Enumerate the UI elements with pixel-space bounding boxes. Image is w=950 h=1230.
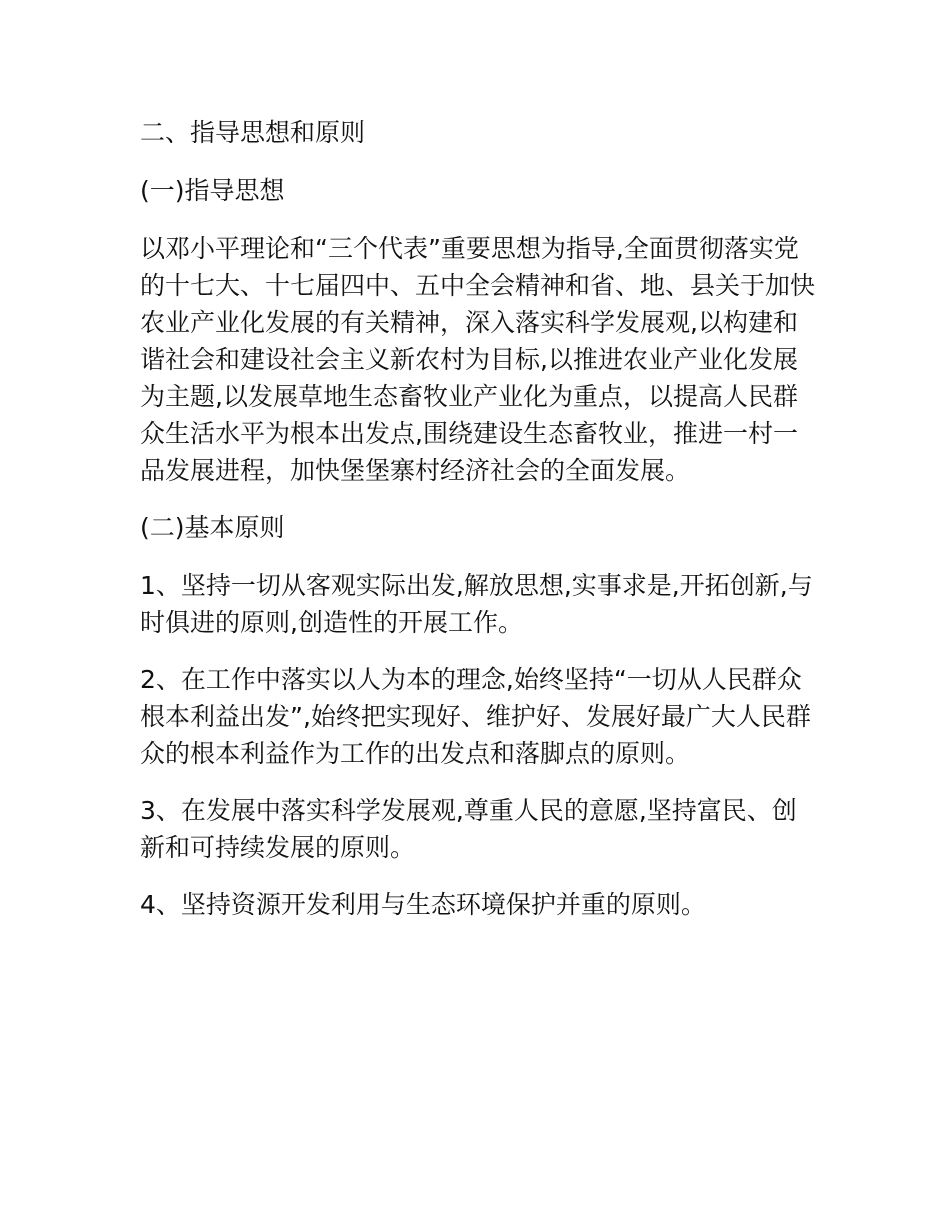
subsection-heading-guiding-ideology: (一)指导思想 [140,176,285,205]
subsection-heading-basic-principles: (二)基本原则 [140,513,285,542]
principle-item-4: 4、坚持资源开发利用与生态环境保护并重的原则。 [140,890,706,919]
section-heading: 二、指导思想和原则 [140,118,366,147]
principle-item-2: 2、在工作中落实以人为本的理念,始终坚持“一切从人民群众根本利益出发”,始终把实现好、维护好、发展好最广大人民群众的根本利益作为工作的出发点和落脚点的原则。 [140,665,811,768]
document-body [140,114,815,943]
guiding-ideology-paragraph: 以邓小平理论和“三个代表”重要思想为指导,全面贯彻落实党的十七大、十七届四中、五中全会精神和省、地、县关于加快农业产业化发展的有关精神，深入落实科学发展观,以构建和谐社会和建设社会主义新农村为目标,以推进农业产业化发展为主题,以发展草地生态畜牧业产业化为重点，以提高人民群众生活水平为根本出发点,围绕建设生态畜牧业，推进一村一品发展进程，加快堡堡寨村经济社会的全面发展。 [140,234,816,485]
principle-item-3: 3、在发展中落实科学发展观,尊重人民的意愿,坚持富民、创新和可持续发展的原则。 [140,796,797,862]
principle-item-1: 1、坚持一切从客观实际出发,解放思想,实事求是,开拓创新,与时俱进的原则,创造性的开展工作。 [140,571,813,637]
